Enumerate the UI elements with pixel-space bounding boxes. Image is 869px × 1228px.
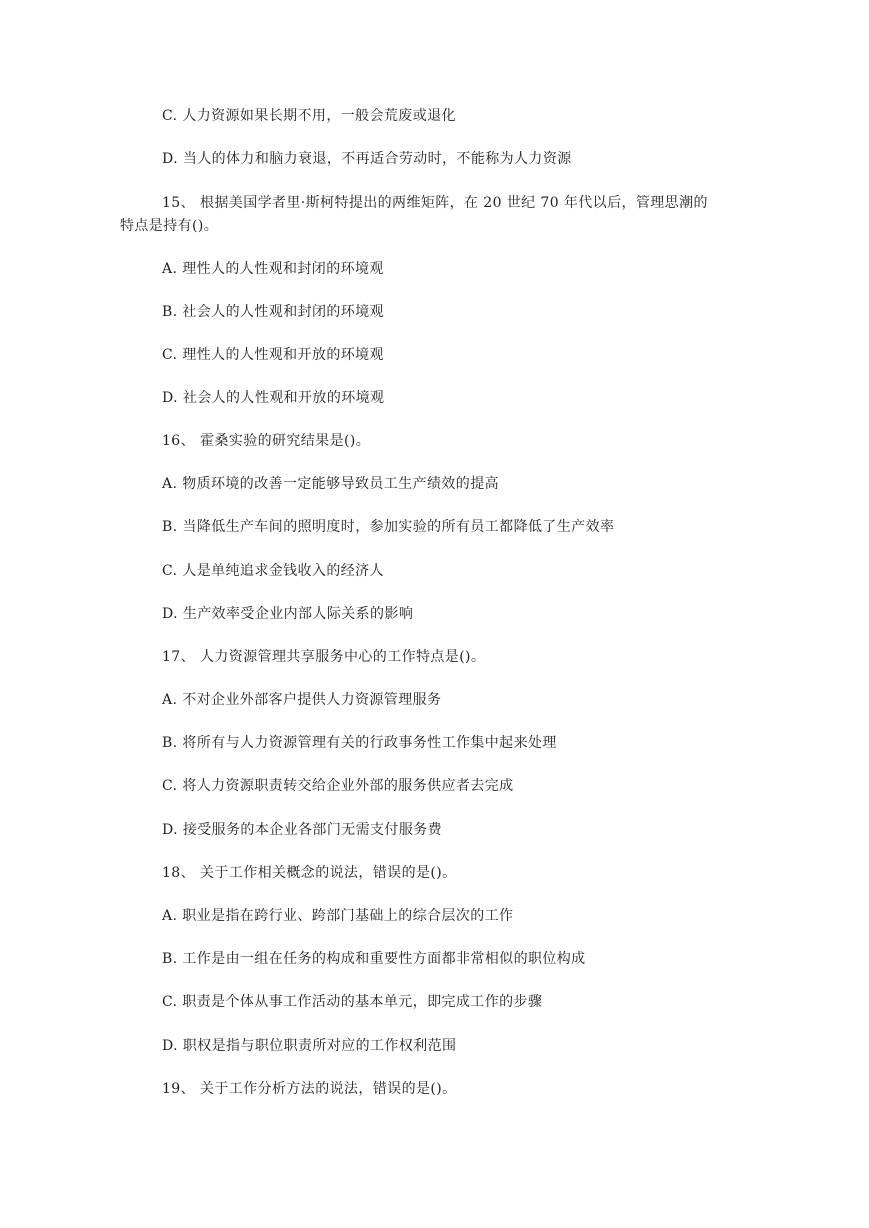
question-number: 17、 [162, 649, 196, 665]
question-text: 根据美国学者里·斯柯特提出的两维矩阵，在 20 世纪 70 年代以后，管理思潮的 [200, 195, 708, 211]
option-17b: B. 将所有与人力资源管理有关的行政事务性工作集中起来处理 [162, 735, 557, 751]
question-text: 关于工作相关概念的说法，错误的是()。 [200, 865, 457, 881]
question-text: 霍桑实验的研究结果是()。 [200, 433, 371, 449]
question-text: 人力资源管理共享服务中心的工作特点是()。 [200, 649, 486, 665]
option-16a: A. 物质环境的改善一定能够导致员工生产绩效的提高 [162, 476, 500, 492]
option-17a: A. 不对企业外部客户提供人力资源管理服务 [162, 692, 442, 708]
option-15b: B. 社会人的人性观和封闭的环境观 [162, 304, 384, 320]
question-18 [162, 863, 457, 883]
option-17c: C. 将人力资源职责转交给企业外部的服务供应者去完成 [162, 778, 514, 794]
option-16d: D. 生产效率受企业内部人际关系的影响 [162, 606, 414, 622]
question-text: 关于工作分析方法的说法，错误的是()。 [200, 1081, 457, 1097]
option-18d: D. 职权是指与职位职责所对应的工作权利范围 [162, 1038, 457, 1054]
option-16c: C. 人是单纯追求金钱收入的经济人 [162, 563, 384, 579]
question-number: 16、 [162, 433, 196, 449]
question-number: 18、 [162, 865, 196, 881]
question-number: 19、 [162, 1081, 196, 1097]
option-15d: D. 社会人的人性观和开放的环境观 [162, 390, 385, 406]
question-17 [162, 647, 485, 667]
option-15c: C. 理性人的人性观和开放的环境观 [162, 347, 384, 363]
question-19 [162, 1079, 457, 1099]
option-17d: D. 接受服务的本企业各部门无需支付服务费 [162, 822, 443, 838]
option-14c: C. 人力资源如果长期不用，一般会荒废或退化 [162, 108, 456, 124]
option-18c: C. 职责是个体从事工作活动的基本单元，即完成工作的步骤 [162, 994, 543, 1010]
question-15 [162, 193, 708, 213]
option-15a: A. 理性人的人性观和封闭的环境观 [162, 261, 384, 277]
option-16b: B. 当降低生产车间的照明度时，参加实验的所有员工都降低了生产效率 [162, 519, 615, 535]
option-18b: B. 工作是由一组在任务的构成和重要性方面都非常相似的职位构成 [162, 951, 586, 967]
option-14d: D. 当人的体力和脑力衰退，不再适合劳动时，不能称为人力资源 [162, 151, 572, 167]
option-18a: A. 职业是指在跨行业、跨部门基础上的综合层次的工作 [162, 908, 514, 924]
question-15-continuation: 特点是持有()。 [120, 218, 219, 234]
question-16 [162, 431, 370, 451]
question-number: 15、 [162, 195, 196, 211]
